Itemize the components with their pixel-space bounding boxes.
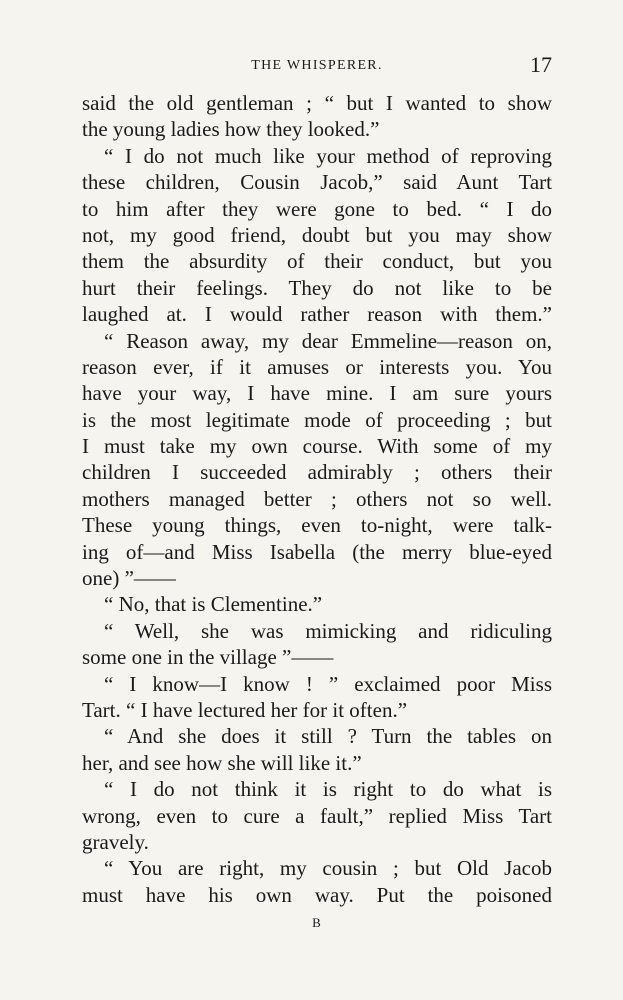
text-line: them the absurdity of their conduct, but you <box>82 249 552 274</box>
text-line: the young ladies how they looked.” <box>82 117 380 142</box>
text-line: ing of—and Miss Isabella (the merry blue-eyed <box>82 539 552 564</box>
signature-mark: B <box>312 915 322 930</box>
text-line: Tart. “ I have lectured her for it often.” <box>82 697 408 722</box>
text-line: must have his own way. Put the poisoned <box>82 882 552 907</box>
text-line: “ I do not think it is right to do what is <box>104 777 552 802</box>
text-line: mothers managed better ; others not so well. <box>82 486 552 511</box>
text-line: one) ”—— <box>82 566 176 591</box>
text-line: “ You are right, my cousin ; but Old Jacob <box>104 856 552 881</box>
running-title: THE WHISPERER. <box>251 58 383 73</box>
text-line: wrong, even to cure a fault,” replied Miss Tart <box>82 803 552 828</box>
text-line: hurt their feelings. They do not like to be <box>82 275 552 300</box>
page-header <box>82 52 552 82</box>
text-line: laughed at. I would rather reason with them.” <box>82 302 552 327</box>
page-number: 17 <box>530 52 552 77</box>
text-line: said the old gentleman ; “ but I wanted to show <box>82 91 552 115</box>
body-text <box>82 90 552 908</box>
text-line: is the most legitimate mode of proceeding ; but <box>82 407 552 432</box>
text-line: “ Reason away, my dear Emmeline—reason on, <box>104 328 552 353</box>
text-line: these children, Cousin Jacob,” said Aunt Tart <box>82 170 552 195</box>
text-line: gravely. <box>82 829 149 854</box>
text-line: children I succeeded admirably ; others their <box>82 460 552 485</box>
text-line: reason ever, if it amuses or interests you. You <box>82 354 552 379</box>
text-line: “ And she does it still ? Turn the tables on <box>104 724 552 749</box>
text-line: not, my good friend, doubt but you may show <box>82 222 552 247</box>
text-line: have your way, I have mine. I am sure yours <box>82 381 552 406</box>
text-line: her, and see how she will like it.” <box>82 750 362 775</box>
text-line: to him after they were gone to bed. “ I do <box>82 196 552 221</box>
text-line: “ I do not much like your method of reproving <box>104 143 552 168</box>
text-line: some one in the village ”—— <box>82 645 334 670</box>
text-line: “ Well, she was mimicking and ridiculing <box>104 618 552 643</box>
text-line: These young things, even to-night, were talk- <box>82 513 552 538</box>
text-line: “ No, that is Clementine.” <box>104 592 323 617</box>
text-line: “ I know—I know ! ” exclaimed poor Miss <box>104 671 552 696</box>
text-line: I must take my own course. With some of my <box>82 434 552 459</box>
